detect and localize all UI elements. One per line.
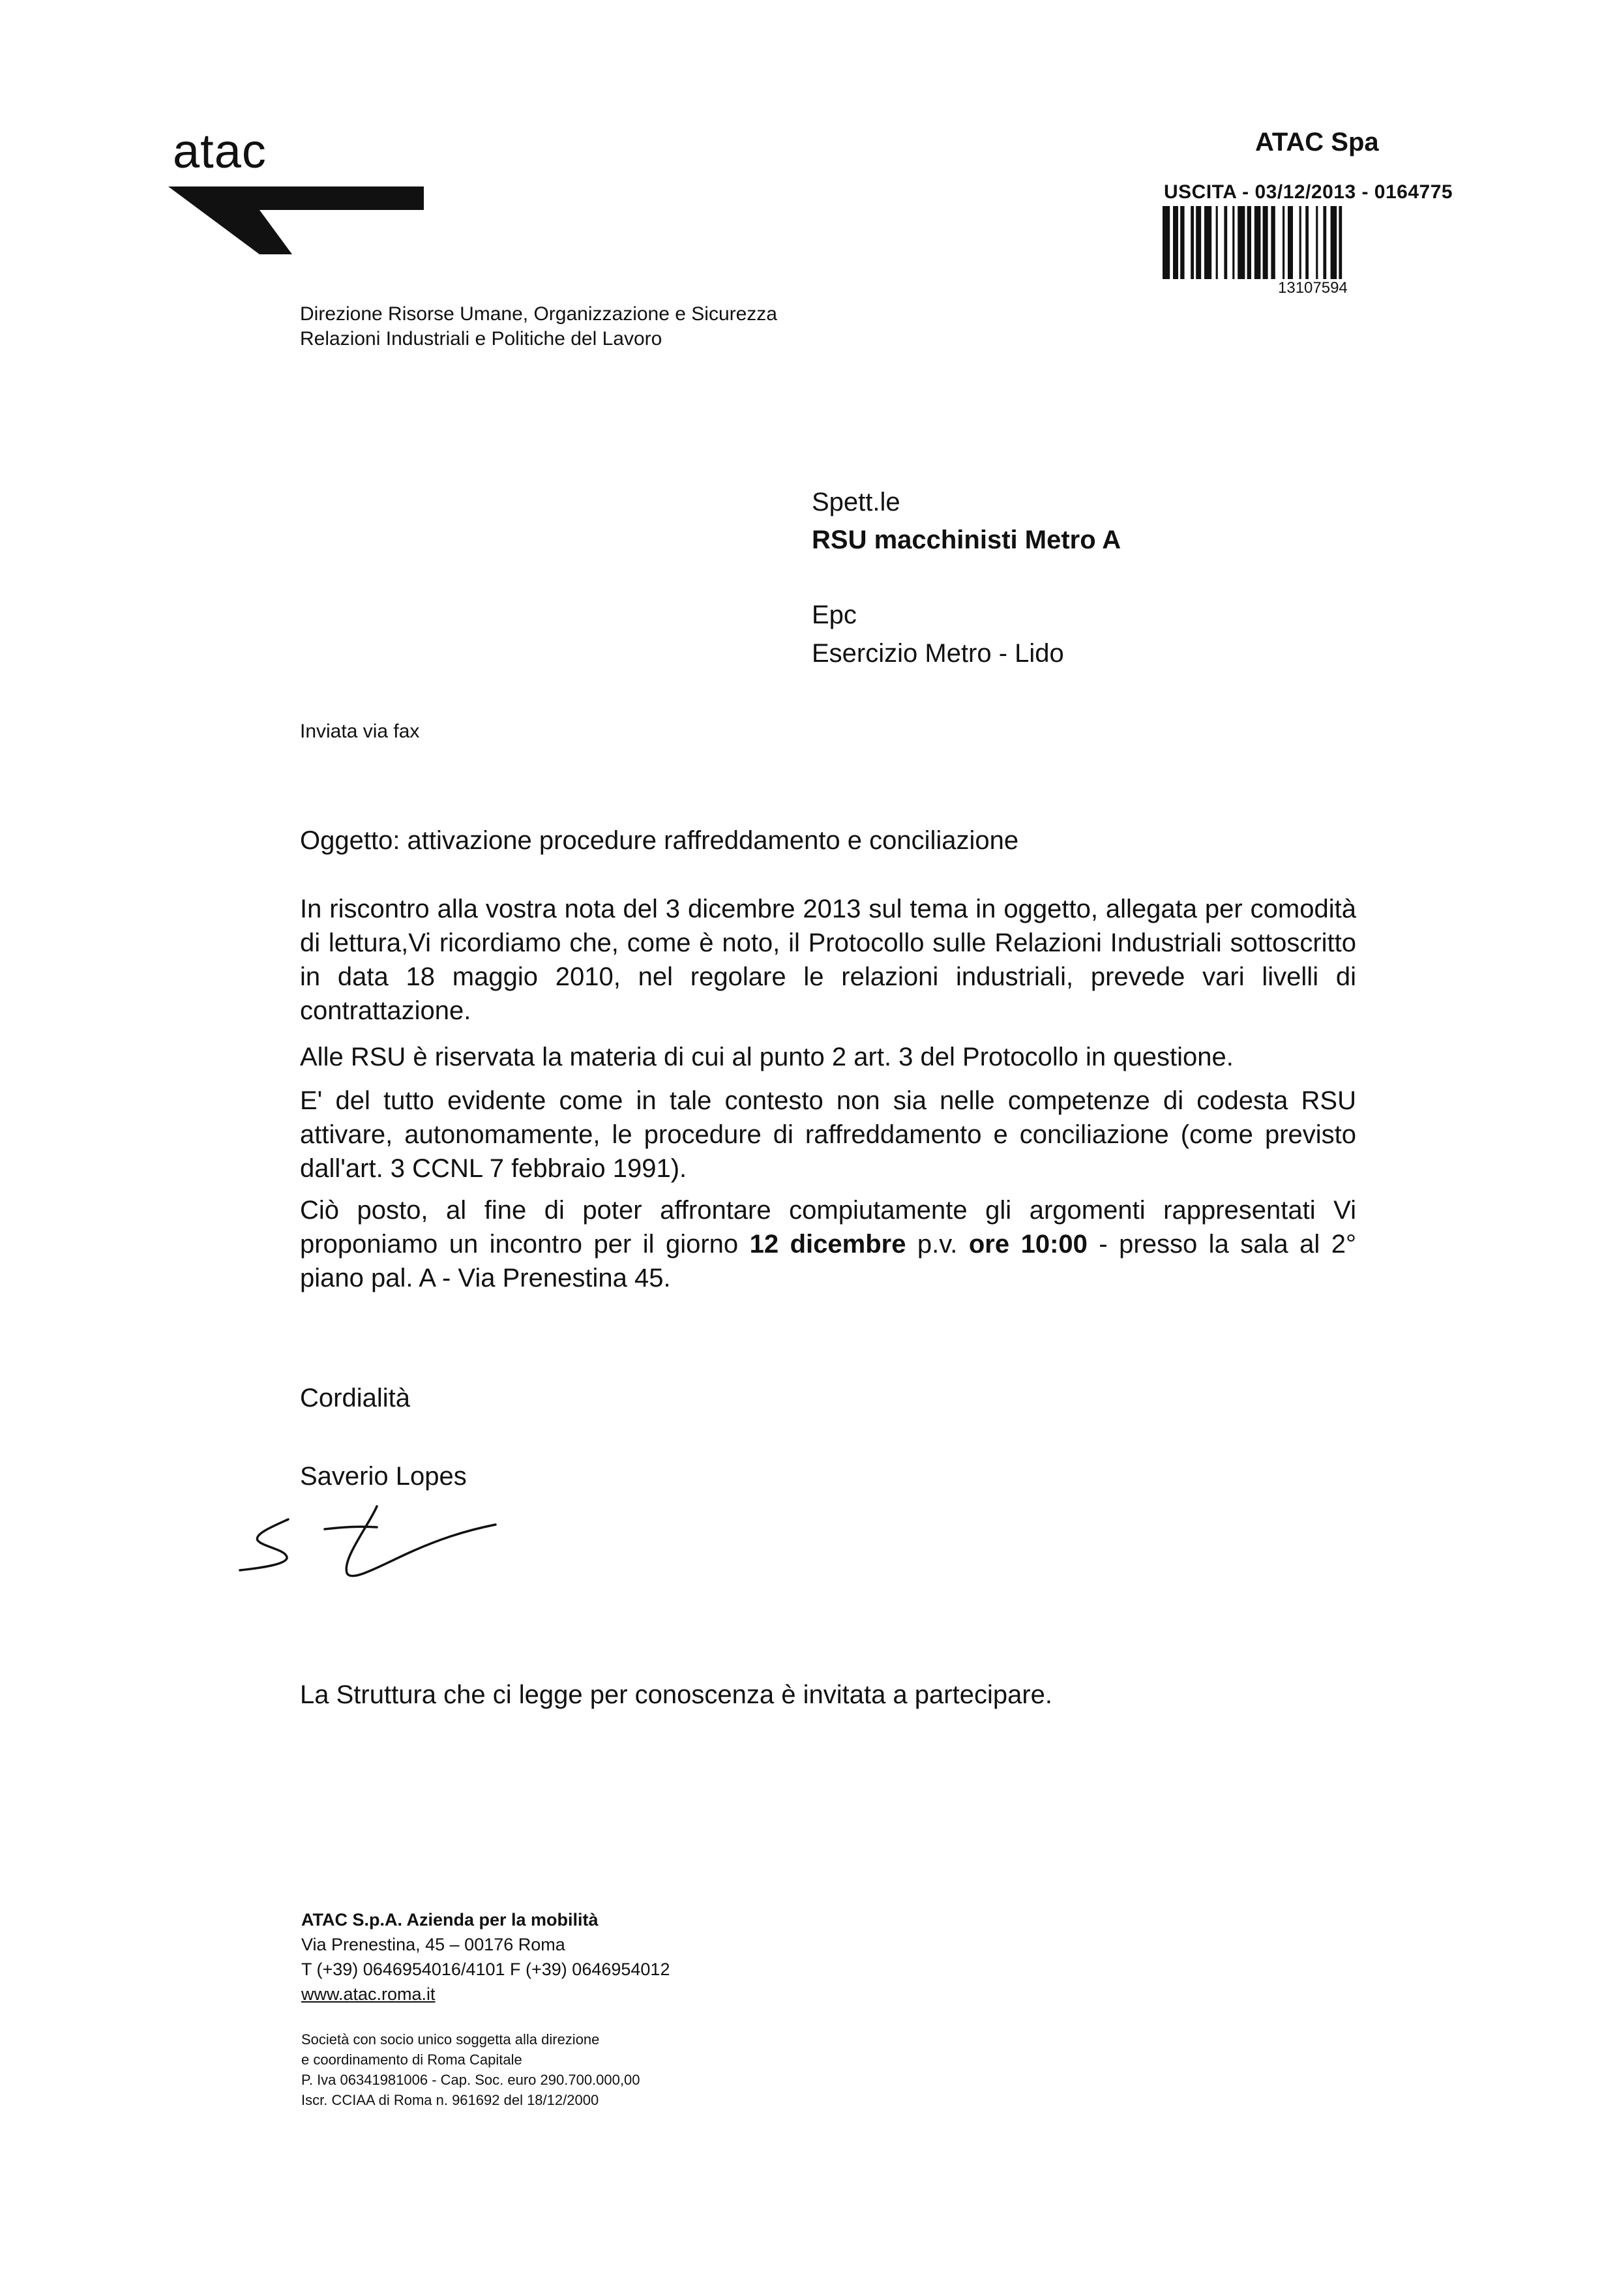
company-name: ATAC Spa (1255, 128, 1379, 157)
body-paragraph-1: In riscontro alla vostra nota del 3 dicembre 2013 sul tema in oggetto, allegata per comodità di lettura,Vi ricordiamo che, come è noto, il Protocollo sulle Relazioni Industriali sottoscritto in data 18 maggio 2010, nel regolare le relazioni industriali, prevede vari livelli di contrattazione. (300, 895, 1356, 1025)
cc-name: Esercizio Metro - Lido (812, 639, 1064, 668)
footer-legal-4: Iscr. CCIAA di Roma n. 961692 del 18/12/2000 (301, 2092, 599, 2108)
footer-phones: T (+39) 0646954016/4101 F (+39) 0646954012 (301, 1960, 670, 1979)
meeting-date: 12 dicembre (749, 1230, 906, 1259)
paragraph-4-text-b: p.v. (906, 1230, 969, 1259)
website-link[interactable]: www.atac.roma.it (301, 1984, 436, 2004)
footer-legal-2: e coordinamento di Roma Capitale (301, 2051, 522, 2068)
footer-legal-3: P. Iva 06341981006 - Cap. Soc. euro 290.700.000,00 (301, 2072, 640, 2088)
barcode-number: 13107594 (1278, 279, 1348, 297)
department-line-2: Relazioni Industriali e Politiche del Lavoro (300, 328, 662, 350)
footer-company (301, 1907, 599, 1932)
subject-line: Oggetto: attivazione procedure raffreddamento e conciliazione (300, 826, 1019, 855)
participation-note: La Struttura che ci legge per conoscenza è invitata a partecipare. (300, 1680, 1053, 1709)
footer-legal-1: Società con socio unico soggetta alla direzione (301, 2031, 600, 2048)
body-paragraph-4 (300, 1193, 1356, 1295)
barcode-icon (1163, 206, 1476, 279)
footer-company-name: ATAC S.p.A. Azienda per la mobilità (301, 1910, 599, 1930)
closing: Cordialità (300, 1384, 410, 1412)
arrow-left-logo-icon (168, 181, 429, 260)
sent-via-fax: Inviata via fax (300, 721, 420, 742)
atac-logo-text: atac (173, 124, 267, 178)
signatory-name: Saverio Lopes (300, 1462, 467, 1491)
protocol-number: USCITA - 03/12/2013 - 0164775 (1164, 181, 1453, 203)
paragraph-4-text-c: - presso la sala al 2° piano pal. A - Via Prenestina 45. (300, 1230, 1356, 1292)
meeting-time: ore 10:00 (968, 1230, 1088, 1259)
body-paragraph-3: E' del tutto evidente come in tale contesto non sia nelle competenze di codesta RSU attivare, autonomamente, le procedure di raffreddamento e conciliazione (come previsto dall'art. 3 CCNL 7 febbraio 1991). (300, 1086, 1356, 1183)
footer-website-wrap (301, 1982, 436, 2006)
paragraph-4-text-a: Ciò posto, al fine di poter affrontare compiutamente gli argomenti rappresentati Vi proponiamo un incontro per il giorno (300, 1196, 1356, 1259)
handwritten-signature (228, 1493, 522, 1598)
body-paragraph-2: Alle RSU è riservata la materia di cui al punto 2 art. 3 del Protocollo in questione. (300, 1043, 1234, 1071)
recipient-name: RSU macchinisti Metro A (812, 526, 1121, 554)
cc-label: Epc (812, 601, 857, 629)
footer-address: Via Prenestina, 45 – 00176 Roma (301, 1935, 565, 1954)
department-line-1: Direzione Risorse Umane, Organizzazione e Sicurezza (300, 303, 777, 325)
recipient-salutation: Spett.le (812, 488, 900, 516)
